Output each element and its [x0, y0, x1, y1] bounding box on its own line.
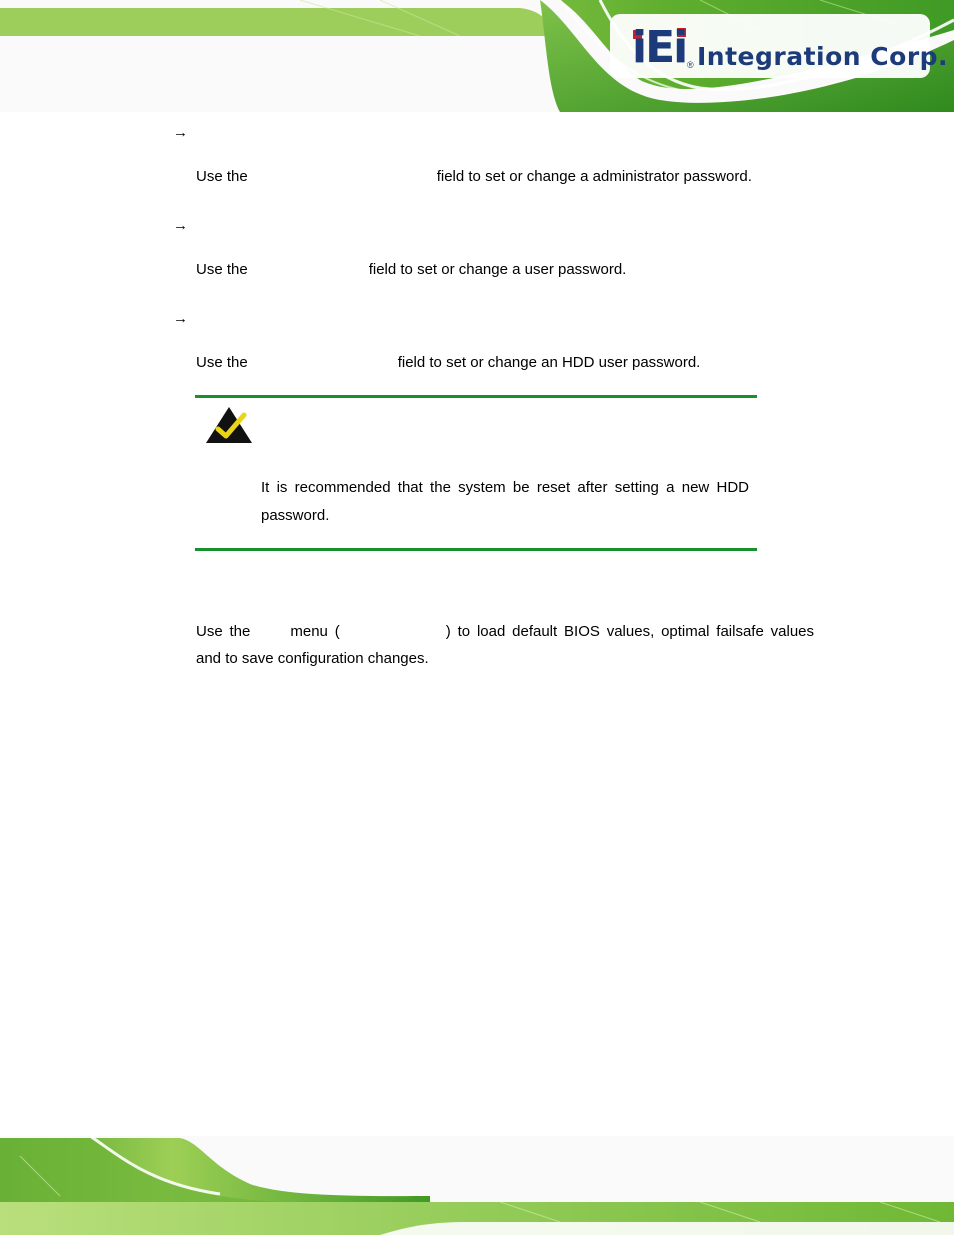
logo-text: Integration Corp.	[697, 42, 949, 71]
use-the-text: Use the	[196, 261, 248, 278]
logo-mark: iEi	[632, 22, 687, 73]
hdd-password-paragraph	[196, 349, 700, 376]
note-bottom-rule	[195, 548, 757, 551]
use-the-text: Use the	[196, 168, 248, 185]
bullet-arrow-icon: →	[173, 310, 188, 327]
use-the-text: Use the	[196, 623, 251, 640]
page-footer-banner	[0, 1136, 954, 1235]
page-header-banner	[0, 0, 954, 112]
logo-registered: ®	[687, 60, 694, 70]
exit-menu-paragraph	[196, 618, 814, 672]
hdd-password-description: field to set or change an HDD user password.	[397, 354, 701, 371]
menu-open-text: menu (	[290, 623, 340, 640]
exit-menu-description: ) to load default BIOS values, optimal failsafe values and to save configuration changes.	[196, 623, 815, 667]
admin-password-paragraph	[196, 163, 752, 190]
note-top-rule	[195, 395, 757, 398]
user-password-description: field to set or change a user password.	[368, 261, 627, 278]
footer-green-swoosh	[0, 1136, 954, 1235]
use-the-text: Use the	[196, 354, 248, 371]
admin-password-description: field to set or change a administrator password.	[436, 168, 752, 185]
bullet-arrow-icon: →	[173, 124, 188, 141]
bullet-arrow-icon: →	[173, 217, 188, 234]
note-text: It is recommended that the system be reset after setting a new HDD password.	[261, 479, 749, 524]
check-warning-icon	[204, 405, 254, 445]
user-password-paragraph	[196, 256, 626, 283]
